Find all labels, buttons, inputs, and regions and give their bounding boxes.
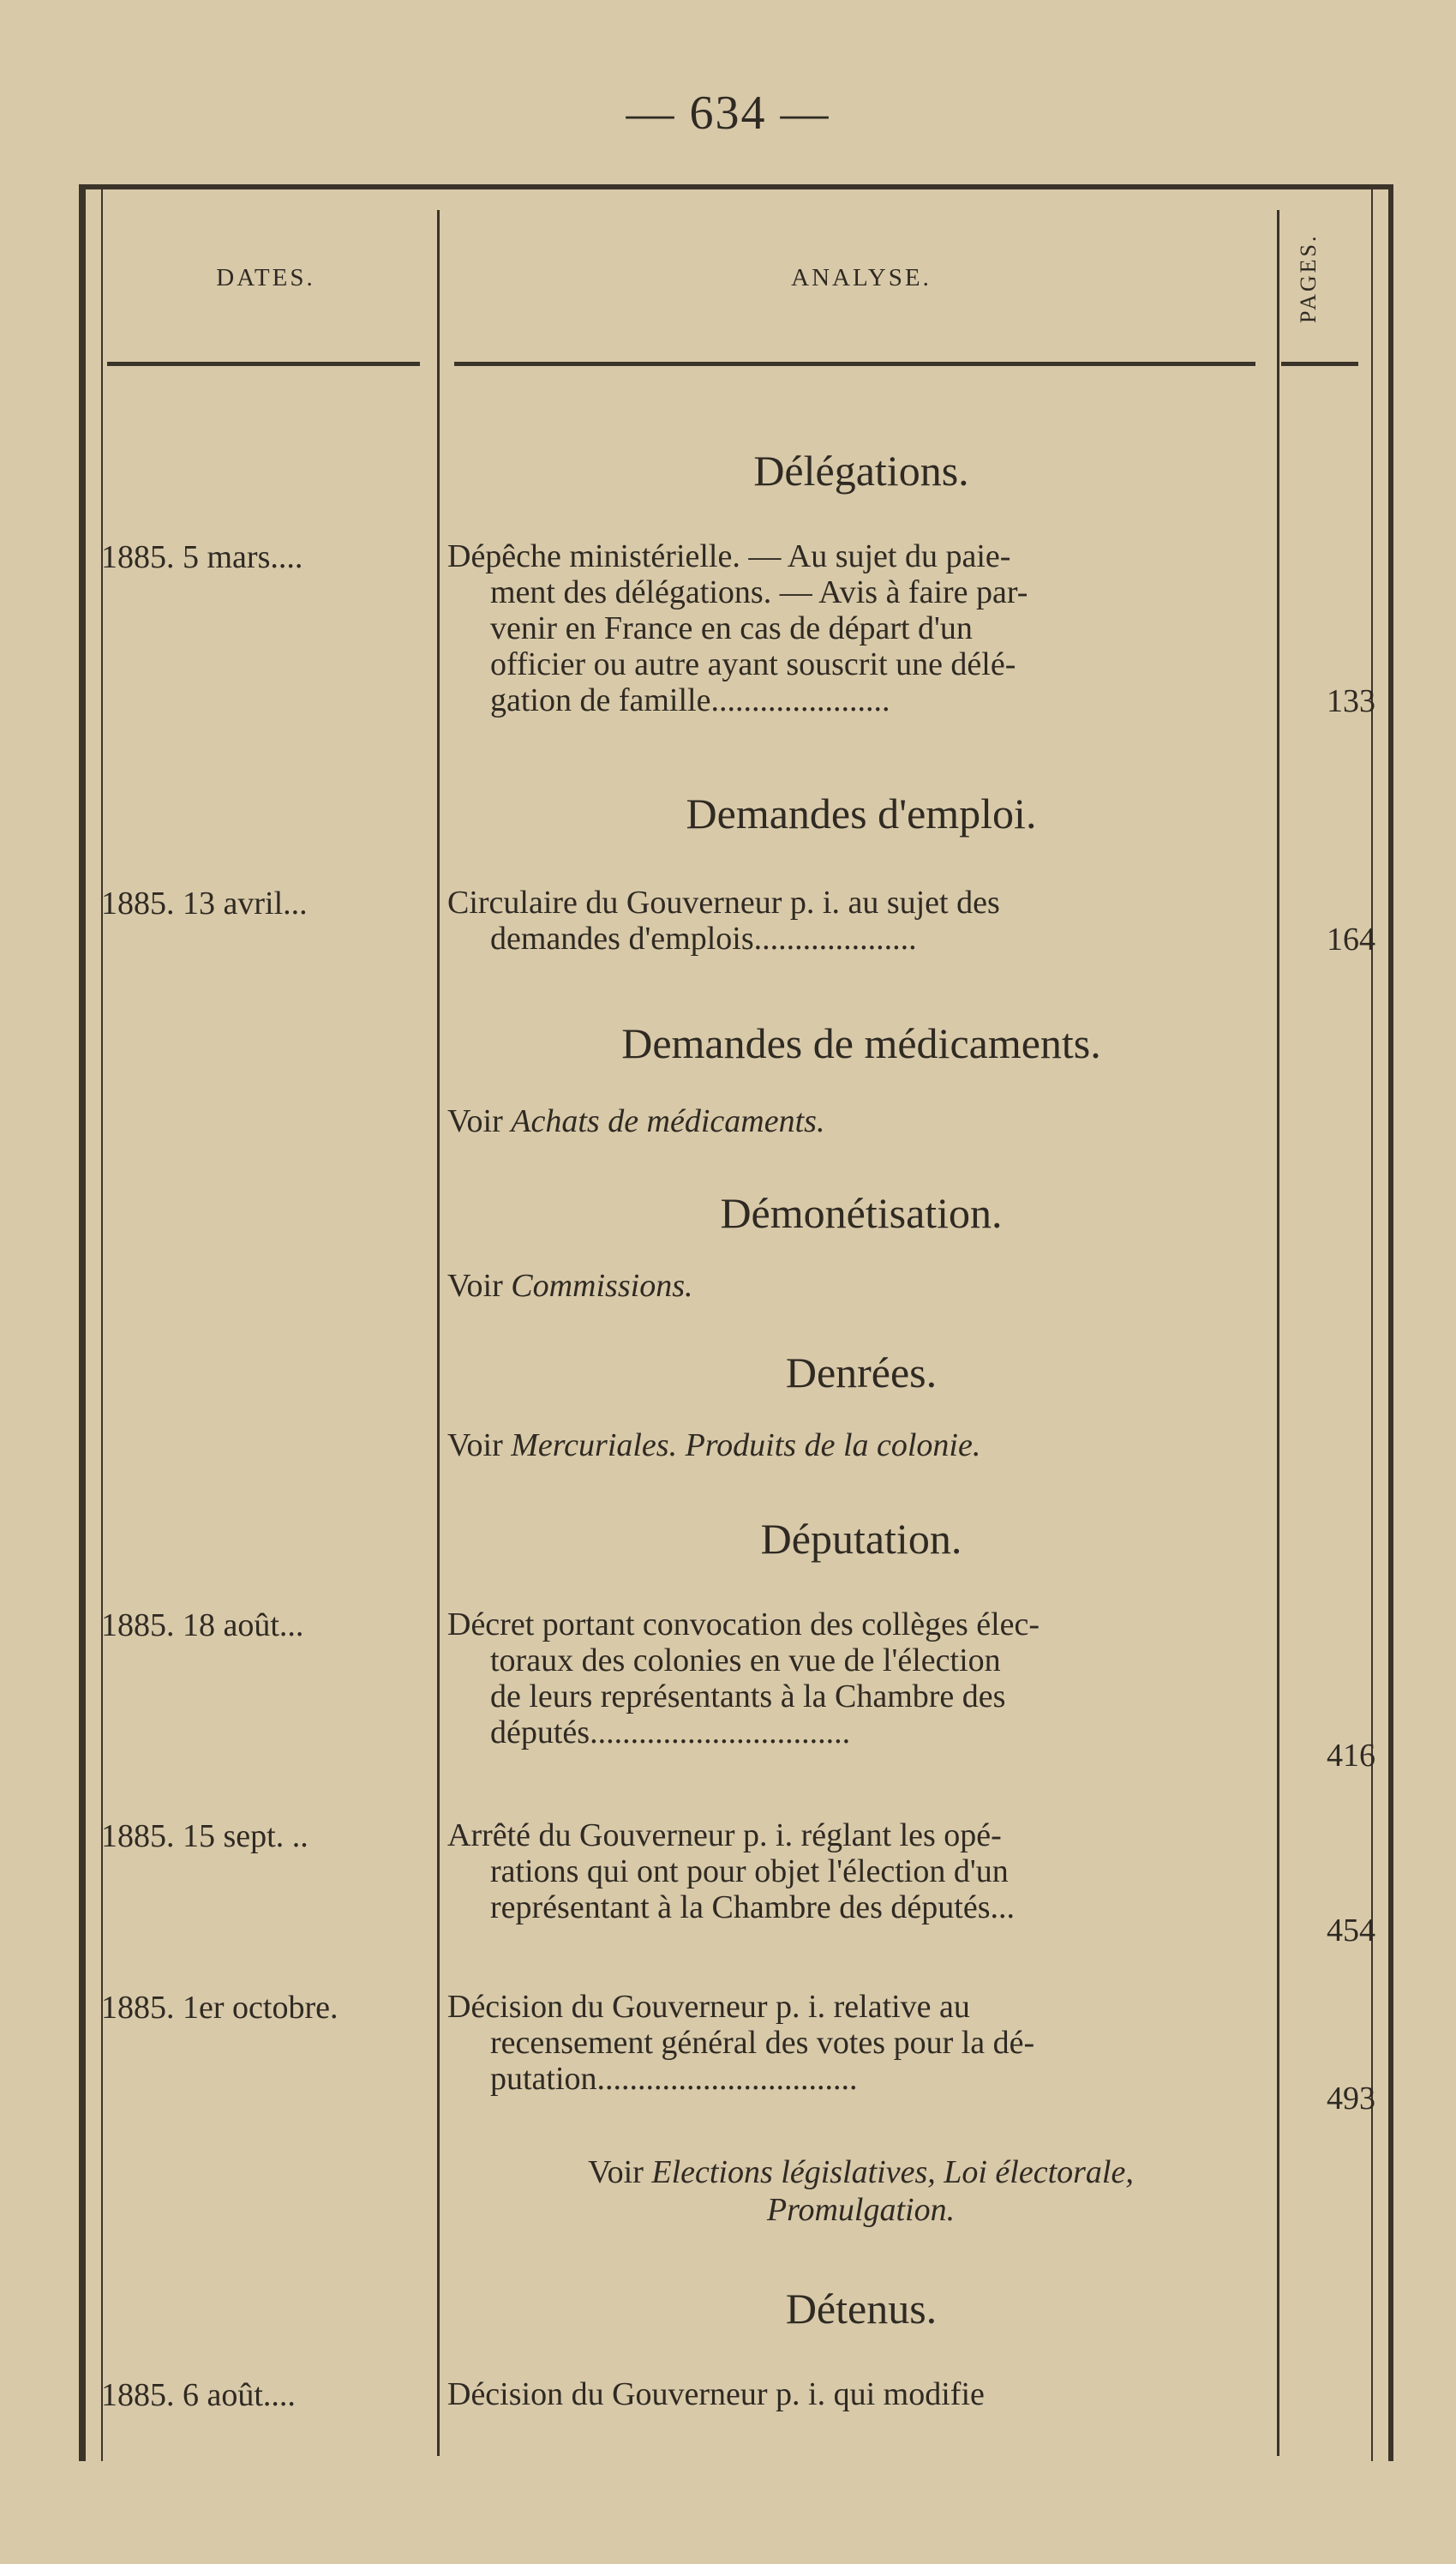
see-also-prefix: Voir [447,1427,503,1463]
see-also-denrees [447,1426,1274,1464]
entry-line: Décret portant convocation des collèges élec- [447,1606,1040,1642]
entry-line: Circulaire du Gouverneur p. i. au sujet des [447,885,1000,921]
see-also-prefix: Voir [447,1268,503,1304]
entry-date: 1885. 15 sept. .. [101,1818,309,1854]
entry-text [447,538,1274,718]
section-title-demandes-emploi: Demandes d'emploi. [686,790,1037,838]
see-also-reference: Achats de médicaments. [511,1103,825,1139]
header-dates: DATES. [216,264,315,291]
entry-date: 1885. 6 août.... [101,2377,296,2413]
see-also-deputation [447,2153,1274,2191]
entry-line: Décision du Gouverneur p. i. qui modifie [447,2376,985,2412]
see-also-medicaments [447,1102,1274,1140]
page-ref: 454 [1327,1912,1375,1949]
see-also-prefix: Voir [447,1103,503,1139]
page-ref: 164 [1327,922,1375,958]
entry-line: gation de famille...................... [490,682,890,718]
section-title-delegations: Délégations. [753,447,969,495]
entry-text [447,1606,1274,1750]
entry-text [447,885,1274,957]
header-analyse: ANALYSE. [791,264,932,291]
page-ref: 493 [1327,2081,1375,2117]
page-ref: 133 [1327,683,1375,719]
page-number: — 634 — [626,87,830,140]
entry-line: députés................................ [490,1714,851,1750]
entry-date: 1885. 5 mars.... [101,539,303,575]
entry-line: venir en France en cas de départ d'un [490,610,973,646]
entry-line: Arrêté du Gouverneur p. i. réglant les opé- [447,1817,1002,1853]
entry-date: 1885. 13 avril... [101,886,308,922]
entry-line: putation................................ [490,2061,858,2097]
entry-text [447,1989,1274,2097]
entry-line: représentant à la Chambre des députés... [490,1889,1015,1925]
section-title-demonetisation: Démonétisation. [720,1189,1003,1237]
entry-line: Dépêche ministérielle. — Au sujet du paie- [447,538,1011,574]
entry-line: rations qui ont pour objet l'élection d'un [490,1853,1009,1889]
entry-date: 1885. 1er octobre. [101,1990,339,2026]
column-divider-pages [1277,210,1279,2456]
entry-text [447,2376,1274,2412]
see-also-reference: Elections législatives, Loi électorale, [651,2154,1134,2190]
frame-inner-left-rule [101,189,103,2461]
page-ref: 416 [1327,1738,1375,1774]
dates-header-rule [107,362,420,366]
entry-line: recensement général des votes pour la dé- [490,2025,1035,2061]
entry-line: officier ou autre ayant souscrit une délé- [490,646,1016,682]
header-pages: PAGES. [1296,233,1321,324]
pages-header-rule [1281,362,1358,366]
entry-line: de leurs représentants à la Chambre des [490,1678,1006,1714]
see-also-reference: Mercuriales. Produits de la colonie. [511,1427,981,1463]
see-also-prefix: Voir [588,2154,644,2190]
entry-date: 1885. 18 août... [101,1607,304,1643]
entry-text [447,1817,1274,1925]
column-divider-dates [437,210,440,2456]
see-also-deputation-cont [447,2191,1274,2229]
see-also-demonetisation [447,1267,1274,1305]
section-title-detenus: Détenus. [785,2285,938,2333]
section-title-deputation: Députation. [760,1515,962,1563]
see-also-reference: Commissions. [511,1268,693,1304]
section-title-denrees: Denrées. [785,1348,938,1396]
section-title-demandes-medicaments: Demandes de médicaments. [621,1019,1101,1067]
see-also-reference: Promulgation. [766,2192,956,2228]
analyse-header-rule [454,362,1255,366]
entry-line: demandes d'emplois.................... [490,921,917,957]
entry-line: toraux des colonies en vue de l'élection [490,1642,1001,1678]
table-frame [79,184,1393,2461]
entry-line: ment des délégations. — Avis à faire par- [490,574,1028,610]
frame-inner-right-rule [1371,189,1373,2461]
entry-line: Décision du Gouverneur p. i. relative au [447,1989,970,2025]
